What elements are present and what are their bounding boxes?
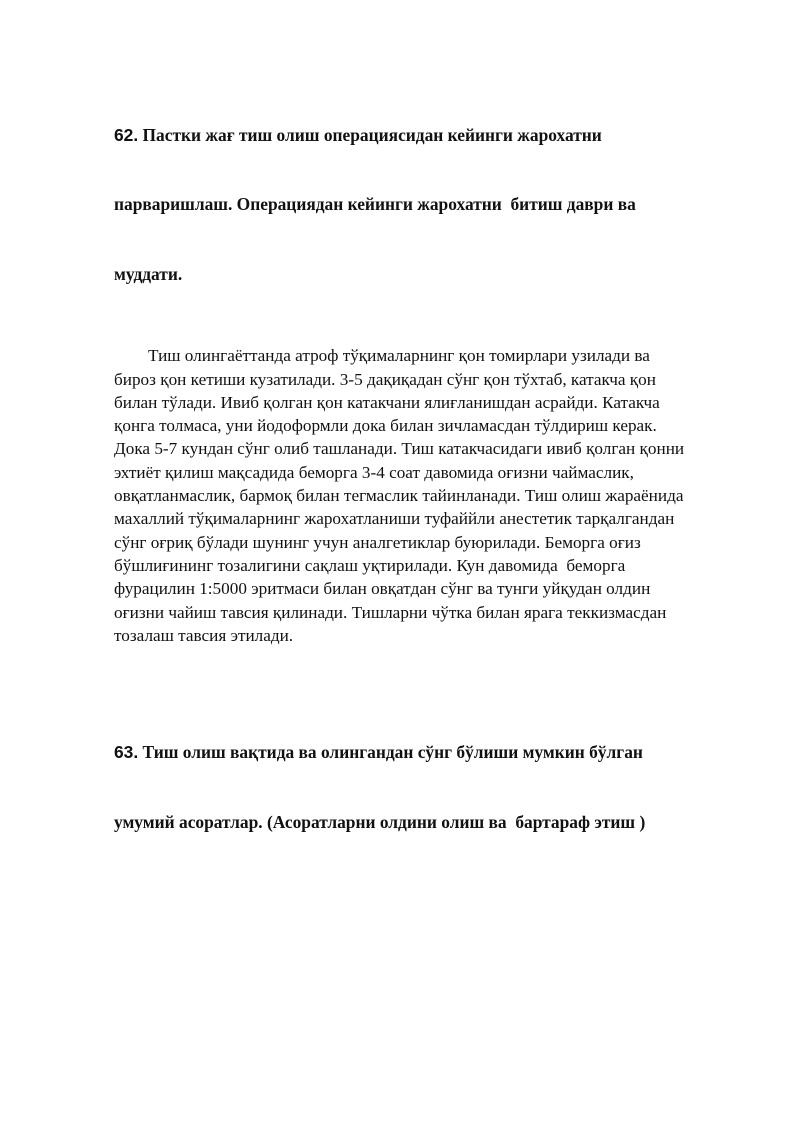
section-63-heading-line-2: умумий асоратлар. (Асоратларни олдини олиш ва бартараф этиш ) — [114, 811, 646, 832]
section-63 — [114, 694, 714, 880]
paragraph-line: фурацилин 1:5000 эритмаси билан овқатдан сўнг ва тунги уйқудан олдин — [114, 579, 651, 599]
paragraph-line: эхтиёт қилиш мақсадида беморга 3-4 соат давомида оғизни чаймаслик, — [114, 462, 634, 482]
document-content — [114, 77, 714, 881]
section-62-number: 62. — [114, 124, 139, 145]
paragraph-line: қонга толмаса, уни йодоформли дока билан зичламасдан тўлдириш керак. — [114, 416, 657, 436]
paragraph-line: овқатланмаслик, бармоқ билан тегмаслик тайинланади. Тиш олиш жараёнида — [114, 486, 684, 506]
section-62-heading-text: Пастки жағ тиш олиш операциясидан кейинги жарохатни — [138, 124, 602, 145]
section-63-heading-text: Тиш олиш вақтида ва олингандан сўнг бўлиши мумкин бўлган — [138, 741, 643, 762]
paragraph-line: Дока 5-7 кундан сўнг олиб ташланади. Тиш катакчасидаги ивиб қолган қонни — [114, 439, 685, 459]
section-62 — [114, 77, 714, 647]
paragraph-line: тозалаш тавсия этилади. — [114, 625, 294, 645]
paragraph-line: махаллий тўқималарнинг жарохатланиши туфаййли анестетик тарқалгандан — [114, 509, 675, 529]
section-62-heading-line-2: парваришлаш. Операциядан кейинги жарохатни битиш даври ва — [114, 194, 636, 215]
section-63-heading — [114, 694, 714, 880]
paragraph-line: билан тўлади. Ивиб қолган қон катакчани ялиғланишдан асрайди. Катакча — [114, 392, 660, 412]
section-63-heading-line-1 — [114, 741, 714, 764]
paragraph-line: сўнг оғриқ бўлади шунинг учун аналгетиклар буюрилади. Беморга оғиз — [114, 532, 641, 552]
section-62-heading-line-1 — [114, 124, 714, 147]
paragraph-line: бироз қон кетиши кузатилади. 3-5 дақиқадан сўнг қон тўхтаб, катакча қон — [114, 369, 656, 389]
section-62-paragraph — [114, 344, 714, 647]
section-62-heading — [114, 77, 714, 333]
section-62-heading-line-3: муддати. — [114, 264, 183, 285]
paragraph-line: оғизни чайиш тавсия қилинади. Тишларни чўтка билан ярага теккизмасдан — [114, 602, 667, 622]
paragraph-line: Тиш олингаёттанда атроф тўқималарнинг қон томирлари узилади ва — [148, 346, 650, 366]
section-63-number: 63. — [114, 741, 139, 762]
paragraph-line: бўшлиғининг тозалигини сақлаш уқтирилади. Кун давомида беморга — [114, 555, 626, 575]
